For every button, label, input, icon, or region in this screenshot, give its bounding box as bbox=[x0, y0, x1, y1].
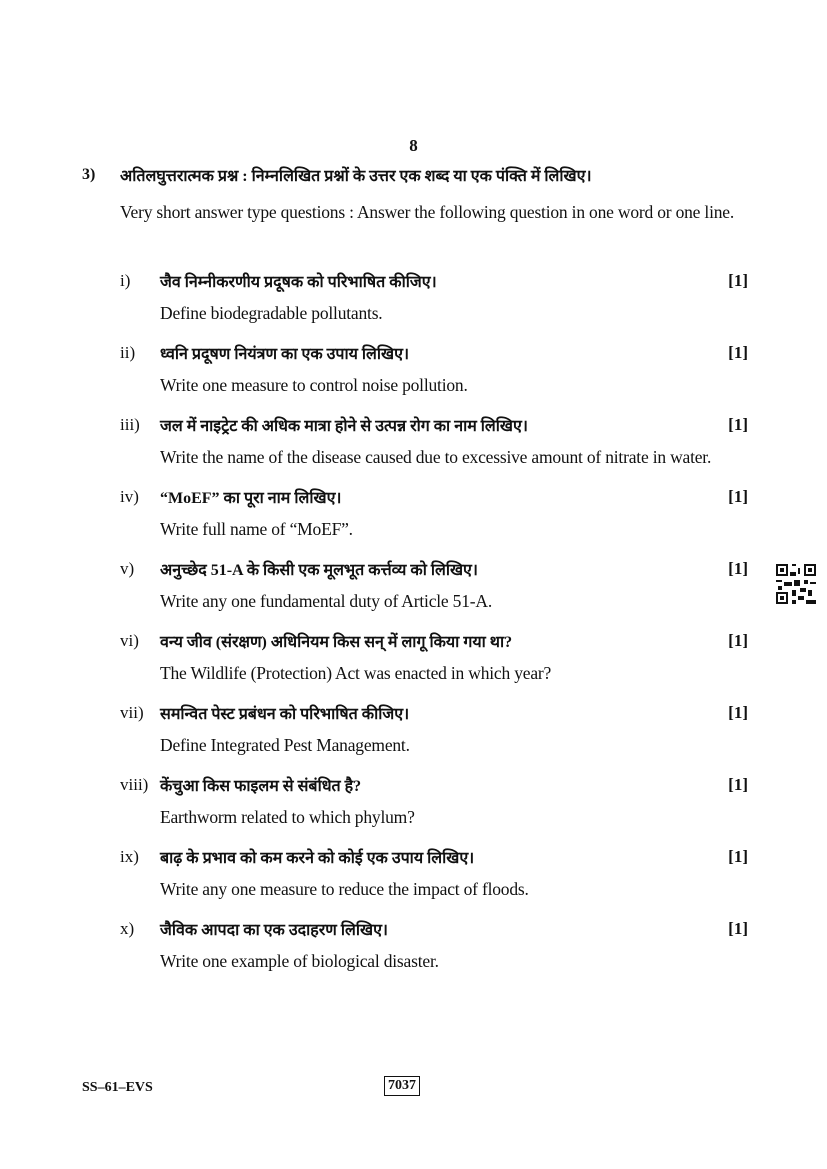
hindi-row bbox=[120, 407, 752, 443]
marks: [1] bbox=[728, 631, 748, 650]
english-question-text: Write one measure to control noise pollution. bbox=[160, 375, 468, 395]
question-number: 3) bbox=[82, 166, 96, 183]
sub-question-number: vii) bbox=[120, 703, 144, 722]
marks: [1] bbox=[728, 559, 748, 578]
page-number: 8 bbox=[409, 136, 418, 155]
hindi-question-text: जल में नाइट्रेट की अधिक मात्रा होने से उत्पन्न रोग का नाम लिखिए। bbox=[160, 418, 528, 435]
marks: [1] bbox=[728, 775, 748, 794]
hindi-question-text: समन्वित पेस्ट प्रबंधन को परिभाषित कीजिए। bbox=[160, 706, 410, 723]
marks: [1] bbox=[728, 271, 748, 290]
sub-question bbox=[120, 479, 752, 544]
hindi-row bbox=[120, 335, 752, 371]
sub-question-number: viii) bbox=[120, 775, 149, 794]
english-question-text: Write any one fundamental duty of Article 51-A. bbox=[160, 591, 493, 611]
marks: [1] bbox=[728, 415, 748, 434]
marks: [1] bbox=[728, 847, 748, 866]
paper-code: SS–61–EVS bbox=[82, 1080, 153, 1095]
sub-question-number: i) bbox=[120, 271, 131, 290]
hindi-row bbox=[120, 839, 752, 875]
english-instruction: Very short answer type questions : Answer the following question in one word or one line. bbox=[120, 202, 735, 222]
question-3 bbox=[82, 162, 752, 983]
marks: [1] bbox=[728, 343, 748, 362]
marks: [1] bbox=[728, 919, 748, 938]
sub-question bbox=[120, 839, 752, 904]
sub-question-number: x) bbox=[120, 919, 135, 938]
qr-code-icon bbox=[776, 564, 816, 604]
hindi-row bbox=[120, 263, 752, 299]
sub-question bbox=[120, 695, 752, 760]
hindi-question-text: अनुच्छेद 51-A के किसी एक मूलभूत कर्त्तव्य को लिखिए। bbox=[160, 562, 478, 579]
sub-question-list bbox=[82, 263, 752, 976]
english-question-text: Write any one measure to reduce the impact of floods. bbox=[160, 879, 529, 899]
sub-question bbox=[120, 623, 752, 688]
english-question-text: Define biodegradable pollutants. bbox=[160, 303, 383, 323]
sub-question-number: vi) bbox=[120, 631, 139, 650]
hindi-question-text: जैव निम्नीकरणीय प्रदूषक को परिभाषित कीजिए। bbox=[160, 274, 437, 291]
english-question-text: Write full name of “MoEF”. bbox=[160, 519, 353, 539]
hindi-question-text: “MoEF” का पूरा नाम लिखिए। bbox=[160, 490, 342, 507]
sub-question-number: v) bbox=[120, 559, 135, 578]
hindi-instruction: अतिलघुत्तरात्मक प्रश्न : निम्नलिखित प्रश्नों के उत्तर एक शब्द या एक पंक्ति में लिखिए। bbox=[120, 168, 592, 185]
sub-question bbox=[120, 551, 752, 616]
hindi-question-text: केंचुआ किस फाइलम से संबंधित है? bbox=[160, 778, 362, 795]
english-question-text: The Wildlife (Protection) Act was enacted in which year? bbox=[160, 663, 552, 683]
hindi-row bbox=[120, 623, 752, 659]
hindi-question-text: ध्वनि प्रदूषण नियंत्रण का एक उपाय लिखिए। bbox=[160, 346, 410, 363]
english-question-text: Define Integrated Pest Management. bbox=[160, 735, 410, 755]
sub-question-number: ii) bbox=[120, 343, 136, 362]
sub-question-number: iv) bbox=[120, 487, 139, 506]
hindi-question-text: बाढ़ के प्रभाव को कम करने को कोई एक उपाय लिखिए। bbox=[160, 850, 475, 867]
sub-question bbox=[120, 335, 752, 400]
english-question-text: Write one example of biological disaster. bbox=[160, 951, 439, 971]
question-header bbox=[82, 162, 752, 188]
sub-question bbox=[120, 767, 752, 832]
hindi-row bbox=[120, 911, 752, 947]
hindi-row bbox=[120, 767, 752, 803]
hindi-row bbox=[120, 695, 752, 731]
hindi-row bbox=[120, 551, 752, 587]
booklet-number: 7037 bbox=[384, 1076, 420, 1096]
hindi-question-text: जैविक आपदा का एक उदाहरण लिखिए। bbox=[160, 922, 389, 939]
sub-question-number: ix) bbox=[120, 847, 139, 866]
english-question-text: Write the name of the disease caused due to excessive amount of nitrate in water. bbox=[160, 447, 712, 467]
sub-question bbox=[120, 407, 752, 472]
marks: [1] bbox=[728, 703, 748, 722]
hindi-row bbox=[120, 479, 752, 515]
english-question-text: Earthworm related to which phylum? bbox=[160, 807, 415, 827]
sub-question bbox=[120, 911, 752, 976]
sub-question bbox=[120, 263, 752, 328]
hindi-question-text: वन्य जीव (संरक्षण) अधिनियम किस सन् में लागू किया गया था? bbox=[160, 634, 513, 651]
sub-question-number: iii) bbox=[120, 415, 140, 434]
marks: [1] bbox=[728, 487, 748, 506]
